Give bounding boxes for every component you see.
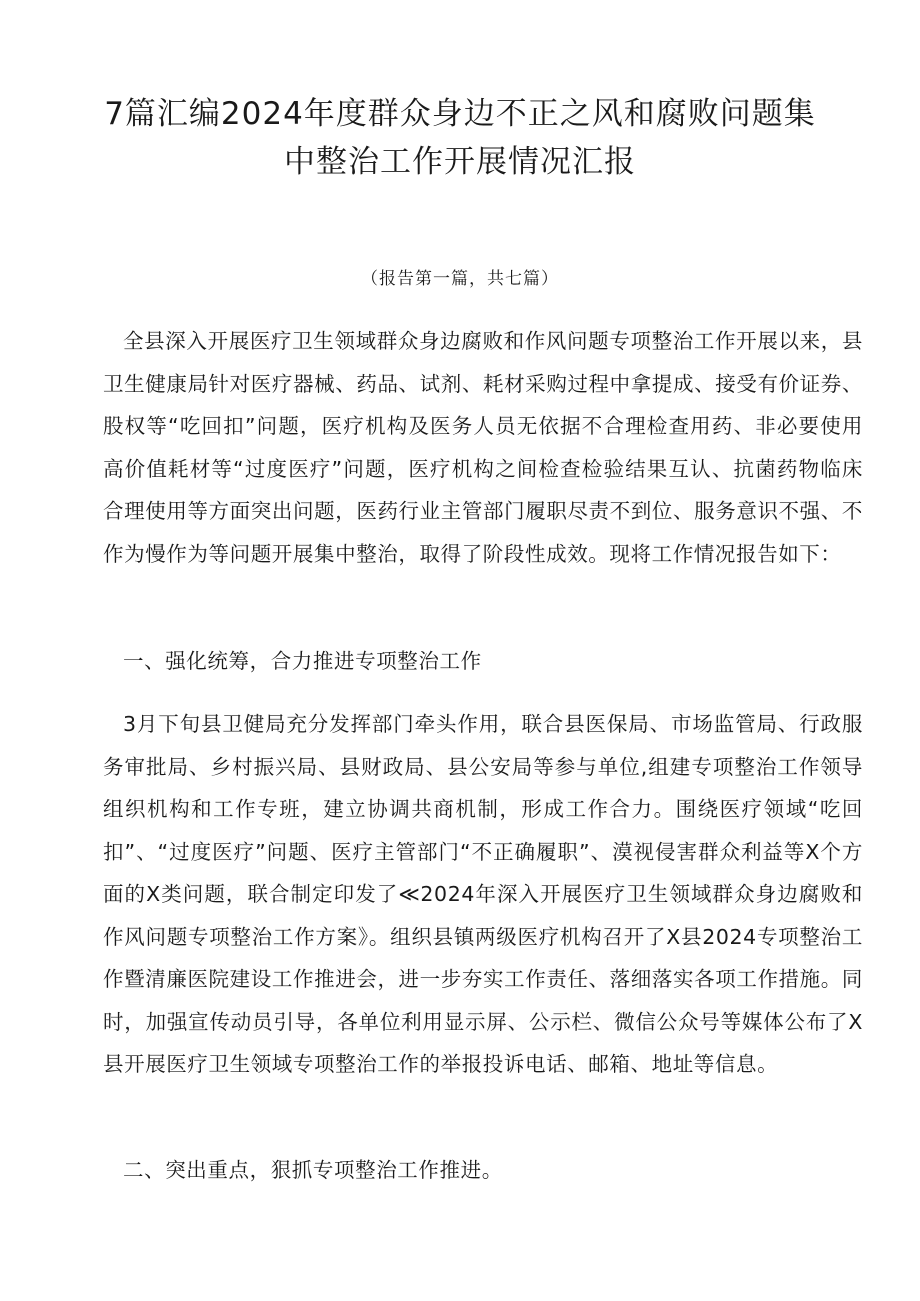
section-heading-1: 一、强化统筹，合力推进专项整治工作 bbox=[123, 649, 482, 673]
section-heading-2: 二、突出重点，狠抓专项整治工作推进。 bbox=[123, 1158, 503, 1182]
document-title-line-1: 7篇汇编2024年度群众身边不正之风和腐败问题集 bbox=[104, 96, 816, 132]
document-subtitle: （报告第一篇，共七篇） bbox=[361, 269, 559, 289]
intro-paragraph: 全县深入开展医疗卫生领域群众身边腐败和作风问题专项整治工作开展以来，县卫生健康局针对医疗器械、药品、试剂、耗材采购过程中拿提成、接受有价证券、股权等“吃回扣”问题，医疗机构及医务人员无依据不合理检查用药、非必要使用高价值耗材等“过度医疗”问题，医疗机构之间检查检验结果互认、抗菌药物临床合理使用等方面突出问题，医药行业主管部门履职尽责不到位、服务意识不强、不作为慢作为等问题开展集中整治，取得了阶段性成效。现将工作情况报告如下： bbox=[103, 329, 863, 566]
section-1-paragraph: 3月下旬县卫健局充分发挥部门牵头作用，联合县医保局、市场监管局、行政服务审批局、乡村振兴局、县财政局、县公安局等参与单位,组建专项整治工作领导组织机构和工作专班，建立协调共商机制，形成工作合力。围绕医疗领域“吃回扣”、“过度医疗”问题、医疗主管部门“不正确履职”、漠视侵害群众利益等X个方面的X类问题，联合制定印发了≪2024年深入开展医疗卫生领域群众身边腐败和作风问题专项整治工作方案》。组织县镇两级医疗机构召开了X县2024专项整治工作暨清廉医院建设工作推进会，进一步夯实工作责任、落细落实各项工作措施。同时，加强宣传动员引导，各单位利用显示屏、公示栏、微信公众号等媒体公布了X县开展医疗卫生领域专项整治工作的举报投诉电话、邮箱、地址等信息。 bbox=[103, 712, 863, 1076]
document-title-line-2: 中整治工作开展情况汇报 bbox=[284, 144, 636, 180]
